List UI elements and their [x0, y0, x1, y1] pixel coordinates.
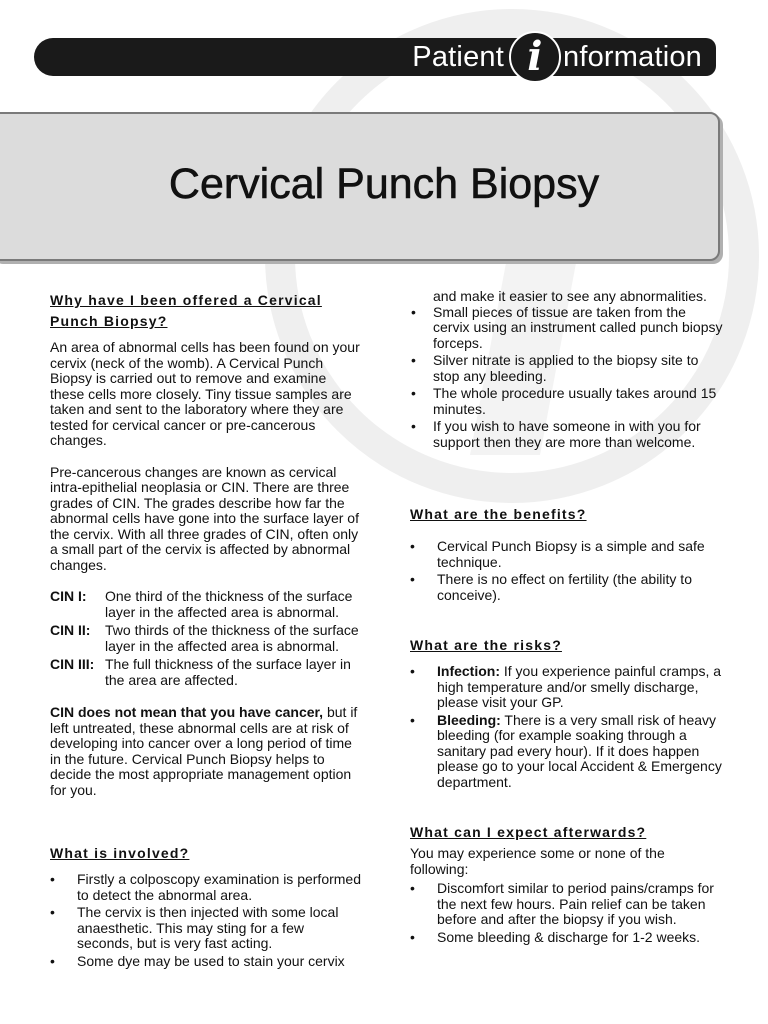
list-item: • The cervix is then injected with some local anaesthetic. This may sting for a few seconds, but is very fast acting.: [50, 905, 362, 952]
patient-information-logo: [412, 33, 702, 80]
cin-text: The full thickness of the surface layer in the area are affected.: [105, 656, 351, 688]
cin-label: CIN III:: [50, 656, 95, 672]
header-bar: [34, 33, 716, 80]
list-item: • Some dye may be used to stain your cervix: [50, 954, 362, 970]
list-item: • Cervical Punch Biopsy is a simple and safe technique.: [410, 539, 726, 570]
not-cancer-paragraph: [50, 705, 362, 798]
brand-patient: Patient: [412, 40, 504, 73]
afterwards-intro: You may experience some or none of the following:: [410, 845, 665, 877]
continued-text: and make it easier to see any abnormalities.: [433, 288, 707, 304]
risk-label: Bleeding:: [437, 711, 501, 728]
why-heading: Why have I been offered a Cervical Punch Biopsy?: [50, 292, 322, 329]
cin-label: CIN I:: [50, 588, 87, 604]
list-item: • Some bleeding & discharge for 1-2 weeks.: [410, 930, 726, 946]
cin-text: Two thirds of the thickness of the surface layer in the affected area is abnormal.: [105, 622, 359, 654]
risks-heading: What are the risks?: [410, 637, 562, 653]
list-item: [410, 713, 726, 791]
list-item: • Firstly a colposcopy examination is performed to detect the abnormal area.: [50, 872, 362, 903]
left-column: [50, 290, 362, 971]
list-item: • There is no effect on fertility (the ability to conceive).: [410, 572, 726, 603]
involved-heading: What is involved?: [50, 845, 190, 861]
cin-row: [50, 623, 362, 654]
involved-list: [50, 872, 362, 969]
not-cancer-bold: CIN does not mean that you have cancer,: [50, 704, 324, 720]
brand-information: nformation: [562, 40, 702, 73]
why-paragraph-1: An area of abnormal cells has been found on your cervix (neck of the womb). A Cervical Punch Biopsy is carried out to remove and examine these cells more closely. Tiny tissue samples are taken and sent to the laboratory where they are tested for cervical cancer or pre-cancerous changes.: [50, 339, 360, 448]
list-item: • Small pieces of tissue are taken from the cervix using an instrument called punch biopsy forceps.: [410, 305, 726, 352]
page-title: Cervical Punch Biopsy: [168, 160, 600, 208]
risk-label: Infection:: [437, 663, 500, 679]
right-column: [410, 289, 726, 947]
info-i-icon: i: [509, 31, 561, 83]
cin-label: CIN II:: [50, 622, 91, 638]
cin-row: [50, 589, 362, 620]
afterwards-list: [410, 881, 726, 945]
why-paragraph-2: Pre-cancerous changes are known as cervical intra-epithelial neoplasia or CIN. There are three grades of CIN. The grades describe how far the abnormal cells have gone into the surface layer of the cervix. With all three grades of CIN, often only a small part of the cervix is affected by abnormal changes.: [50, 463, 359, 573]
list-item: • If you wish to have someone in with you for support then they are more than welcome.: [410, 419, 726, 450]
risk-text: There is a very small risk of heavy bleeding (for example soaking through a sanitary pad every hour). If it does happen please go to your local Accident & Emergency department.: [437, 711, 722, 790]
cin-row: [50, 657, 362, 688]
list-item: • The whole procedure usually takes around 15 minutes.: [410, 386, 726, 417]
benefits-heading: What are the benefits?: [410, 506, 587, 522]
list-item: • Silver nitrate is applied to the biopsy site to stop any bleeding.: [410, 353, 726, 384]
risk-text: If you experience painful cramps, a high temperature and/or smelly discharge, please visit your GP.: [437, 663, 722, 710]
afterwards-heading: What can I expect afterwards?: [410, 824, 647, 840]
risks-list: [410, 664, 726, 790]
cin-text: One third of the thickness of the surface layer in the affected area is abnormal.: [105, 588, 353, 620]
list-item: • Discomfort similar to period pains/cramps for the next few hours. Pain relief can be taken before and after the biopsy if you wish.: [410, 881, 726, 928]
benefits-list: [410, 539, 726, 603]
procedure-list: [410, 305, 726, 451]
not-cancer-text: but if left untreated, these abnormal cells are at risk of developing into cancer over a long period of time in the future. Cervical Punch Biopsy helps to decide the most appropriate management option for you.: [50, 704, 358, 798]
list-item: [410, 664, 726, 711]
